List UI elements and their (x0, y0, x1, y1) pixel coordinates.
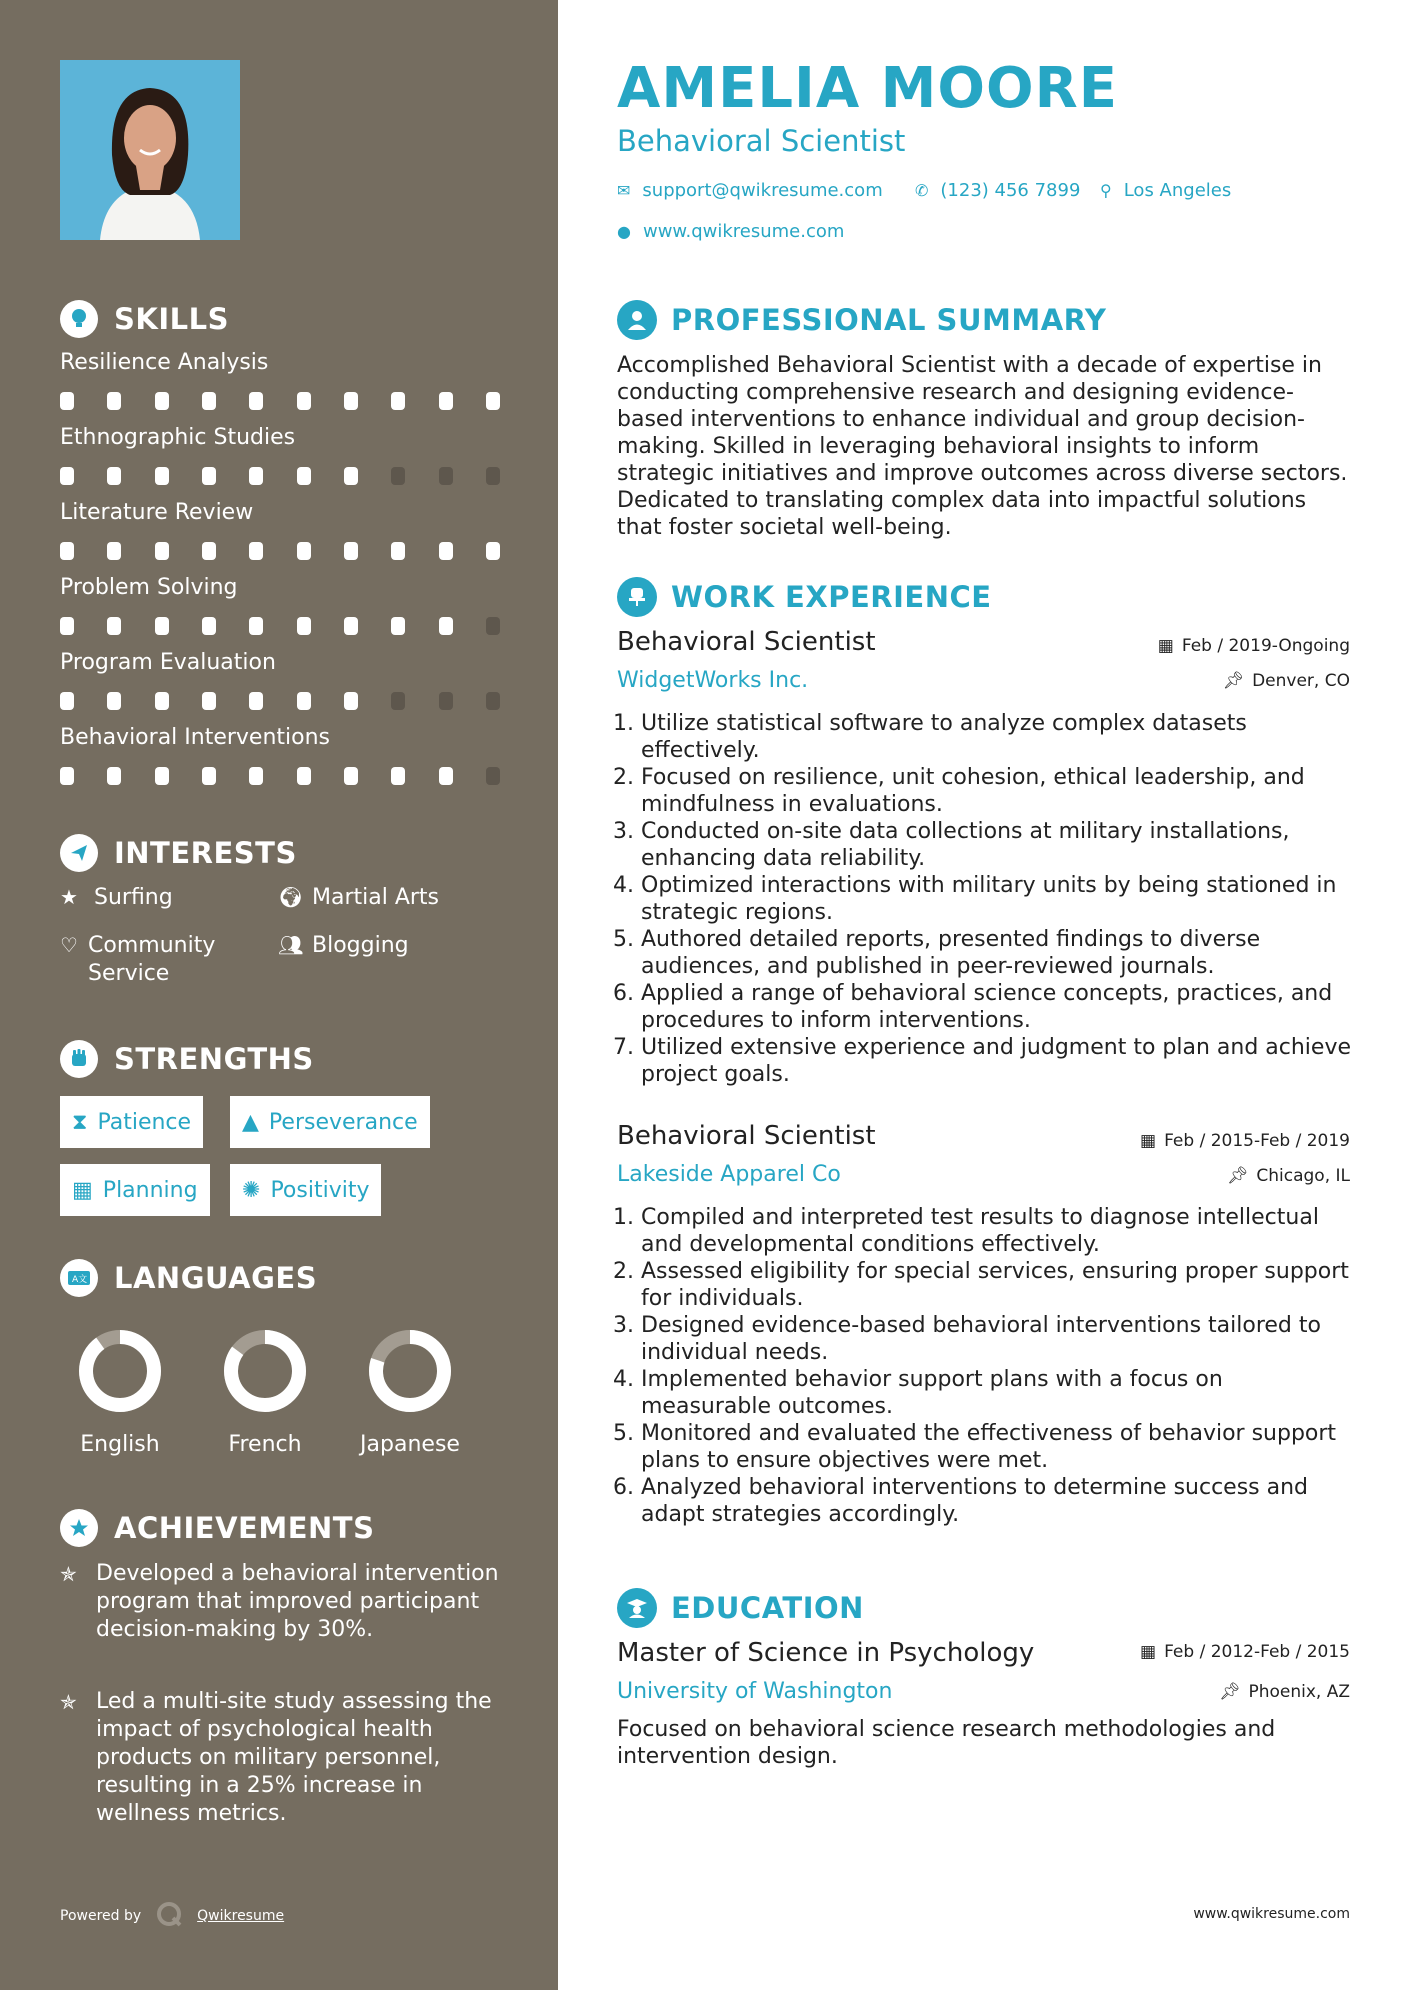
rating-dot (486, 467, 500, 485)
rating-dot (107, 392, 121, 410)
duty-item: 5. Monitored and evaluated the effectiveness of behavior support plans to ensure objectives were met. (641, 1420, 1357, 1474)
skill-name: Ethnographic Studies (60, 425, 296, 450)
language-proficiency-ring (220, 1326, 310, 1416)
duty-item: 4. Optimized interactions with military units by being stationed in strategic regions. (641, 872, 1357, 926)
rating-dot (344, 542, 358, 560)
school-name: University of Washington (617, 1679, 893, 1704)
rating-dot (297, 392, 311, 410)
skills-header (60, 300, 229, 338)
skill-item (60, 350, 500, 410)
interests-title: INTERESTS (114, 836, 297, 870)
interest-community-service (60, 932, 250, 988)
pushpin-icon: 📌︎ (1218, 1682, 1241, 1702)
rating-dot (155, 617, 169, 635)
rating-dot (344, 392, 358, 410)
qwikresume-logo-icon (155, 1900, 183, 1932)
rating-dot (486, 617, 500, 635)
job-title: Behavioral Scientist (617, 1121, 876, 1151)
rating-dot (107, 617, 121, 635)
rating-dot (344, 617, 358, 635)
languages-header (60, 1259, 317, 1297)
rating-dot (297, 467, 311, 485)
phone-icon: ✆ (915, 181, 929, 200)
rating-dot (391, 767, 405, 785)
language-icon (60, 1259, 98, 1297)
users-icon: 👥︎ (278, 933, 304, 957)
education-title: EDUCATION (671, 1591, 864, 1625)
candidate-role: Behavioral Scientist (617, 124, 906, 158)
rating-dot (249, 692, 263, 710)
powered-by (60, 1900, 284, 1932)
fist-icon (60, 1040, 98, 1078)
email-text: support@qwikresume.com (642, 180, 883, 201)
strengths-title: STRENGTHS (114, 1042, 314, 1076)
rating-dot (391, 617, 405, 635)
rating-dot (202, 617, 216, 635)
skill-rating (60, 767, 500, 785)
strength-label: Planning (102, 1177, 198, 1203)
lightbulb-icon (60, 300, 98, 338)
footer-url[interactable]: www.qwikresume.com (1193, 1906, 1350, 1922)
job-location-text: Chicago, IL (1256, 1166, 1350, 1186)
rating-dot (60, 467, 74, 485)
rating-dot (486, 767, 500, 785)
rating-dot (249, 542, 263, 560)
skill-item (60, 425, 500, 485)
achievements-title: ACHIEVEMENTS (114, 1511, 375, 1545)
language-item (60, 1326, 180, 1457)
duty-item: 2. Assessed eligibility for special services, ensuring proper support for individuals. (641, 1258, 1357, 1312)
contact-website[interactable] (617, 221, 844, 242)
interest-blogging (278, 932, 409, 960)
interest-label: Martial Arts (312, 885, 440, 910)
skill-name: Behavioral Interventions (60, 725, 331, 750)
achievements-header (60, 1509, 374, 1547)
rating-dot (297, 767, 311, 785)
contact-email[interactable] (617, 180, 883, 201)
job-duties (617, 1204, 1357, 1528)
duty-item: 4. Implemented behavior support plans with a focus on measurable outcomes. (641, 1366, 1357, 1420)
pushpin-icon: 📌︎ (1222, 671, 1245, 691)
rating-dot (391, 467, 405, 485)
strength-perseverance (230, 1096, 430, 1148)
duty-item: 6. Analyzed behavioral interventions to determine success and adapt strategies accordingly. (641, 1474, 1357, 1528)
rating-dot (344, 467, 358, 485)
skill-item (60, 575, 500, 635)
summary-title: PROFESSIONAL SUMMARY (671, 303, 1107, 337)
calendar-icon: ▦ (1157, 636, 1174, 656)
rating-dot (344, 692, 358, 710)
strengths-header (60, 1040, 314, 1078)
language-name: Japanese (360, 1432, 460, 1457)
rating-dot (486, 692, 500, 710)
rating-dot (60, 617, 74, 635)
rating-dot (60, 392, 74, 410)
duty-item: 6. Applied a range of behavioral science concepts, practices, and procedures to inform interventions. (641, 980, 1357, 1034)
star-icon: ★ (60, 885, 78, 909)
rating-dot (202, 392, 216, 410)
rating-dot (249, 617, 263, 635)
rating-dot (60, 767, 74, 785)
job-title: Behavioral Scientist (617, 627, 876, 657)
education-location-text: Phoenix, AZ (1248, 1682, 1350, 1702)
handshake-icon: ♡ (60, 933, 78, 957)
achievement-text: Led a multi-site study assessing the impact of psychological health products on military personnel, resulting in a 25% increase in wellness metrics. (96, 1689, 492, 1826)
rating-dot (439, 617, 453, 635)
powered-by-label: Powered by (60, 1908, 142, 1924)
strength-label: Perseverance (268, 1109, 418, 1135)
education-header (617, 1588, 864, 1628)
language-proficiency-arc (86, 1337, 154, 1405)
experience-header (617, 577, 992, 617)
summary-header (617, 300, 1106, 340)
rating-dot (486, 392, 500, 410)
globe-icon: 🌍︎ (278, 885, 304, 909)
languages-title: LANGUAGES (114, 1261, 318, 1295)
job-location (1223, 671, 1351, 691)
rating-dot (155, 767, 169, 785)
pushpin-icon: 📌︎ (1226, 1166, 1249, 1186)
sun-icon: ✺ (242, 1177, 261, 1203)
achievement-item (60, 1560, 500, 1644)
strength-planning (60, 1164, 210, 1216)
briefcase-chair-icon (617, 577, 657, 617)
duty-item: 2. Focused on resilience, unit cohesion, ethical leadership, and mindfulness in evaluations. (641, 764, 1357, 818)
rating-dot (155, 392, 169, 410)
strength-patience (60, 1096, 203, 1148)
rating-dot (155, 692, 169, 710)
rating-dot (107, 467, 121, 485)
rating-dot (297, 542, 311, 560)
skill-name: Program Evaluation (60, 650, 276, 675)
rating-dot (391, 542, 405, 560)
skill-rating (60, 617, 500, 635)
language-name: French (228, 1432, 302, 1457)
language-name: English (80, 1432, 160, 1457)
rating-dot (107, 692, 121, 710)
phone-text: (123) 456 7899 (940, 180, 1081, 201)
rating-dot (439, 392, 453, 410)
job-dates (1158, 636, 1350, 656)
duty-item: 7. Utilized extensive experience and judgment to plan and achieve project goals. (641, 1034, 1357, 1088)
rating-dot (60, 692, 74, 710)
calendar-icon: ▦ (1140, 1131, 1157, 1151)
rating-dot (202, 692, 216, 710)
skill-item (60, 650, 500, 710)
duty-item: 1. Utilize statistical software to analyze complex datasets effectively. (641, 710, 1357, 764)
rating-dot (249, 392, 263, 410)
skill-name: Resilience Analysis (60, 350, 269, 375)
skill-rating (60, 467, 500, 485)
skill-name: Literature Review (60, 500, 254, 525)
map-pin-icon: ⚲ (1100, 181, 1112, 200)
language-proficiency-ring (365, 1326, 455, 1416)
interest-label: Community Service (88, 933, 216, 986)
rating-dot (344, 767, 358, 785)
qwikresume-link[interactable]: Qwikresume (197, 1908, 285, 1924)
shooting-star-icon: ✯ (60, 1562, 77, 1586)
skill-item (60, 500, 500, 560)
rating-dot (486, 542, 500, 560)
rating-dot (439, 767, 453, 785)
skill-rating (60, 542, 500, 560)
calendar-icon: ▦ (72, 1177, 93, 1203)
job-duties (617, 710, 1357, 1088)
calendar-icon: ▦ (1140, 1642, 1157, 1662)
strength-positivity (230, 1164, 381, 1216)
sidebar (0, 0, 558, 1990)
rating-dot (155, 467, 169, 485)
rating-dot (391, 392, 405, 410)
rating-dot (155, 542, 169, 560)
skill-item (60, 725, 500, 785)
rating-dot (202, 467, 216, 485)
language-item (350, 1326, 470, 1457)
website-text: www.qwikresume.com (642, 221, 845, 242)
skill-name: Problem Solving (60, 575, 238, 600)
rating-dot (297, 617, 311, 635)
job-location (1227, 1166, 1350, 1186)
duty-item: 3. Designed evidence-based behavioral interventions tailored to individual needs. (641, 1312, 1357, 1366)
job-dates-text: Feb / 2015-Feb / 2019 (1164, 1131, 1350, 1151)
rating-dot (297, 692, 311, 710)
duty-item: 1. Compiled and interpreted test results to diagnose intellectual and developmental conditions effectively. (641, 1204, 1357, 1258)
svg-text:A文: A文 (72, 1275, 88, 1285)
experience-title: WORK EXPERIENCE (671, 580, 992, 614)
skill-rating (60, 392, 500, 410)
job-dates (1140, 1131, 1350, 1151)
language-item (205, 1326, 325, 1457)
education-description: Focused on behavioral science research methodologies and intervention design. (617, 1717, 1276, 1769)
skills-title: SKILLS (114, 302, 229, 336)
rating-dot (439, 692, 453, 710)
job-location-text: Denver, CO (1252, 671, 1350, 691)
education-location (1219, 1682, 1350, 1702)
rating-dot (249, 467, 263, 485)
achievement-item (60, 1688, 500, 1828)
rating-dot (107, 542, 121, 560)
interest-label: Blogging (312, 933, 409, 958)
rating-dot (107, 767, 121, 785)
duty-item: 5. Authored detailed reports, presented findings to diverse audiences, and published in peer-reviewed journals. (641, 926, 1357, 980)
interest-surfing (60, 884, 173, 912)
road-icon: ▲ (242, 1109, 259, 1135)
graduate-icon (617, 1588, 657, 1628)
location-text: Los Angeles (1123, 180, 1232, 201)
contact-location (1100, 180, 1231, 201)
rating-dot (202, 767, 216, 785)
job-company: Lakeside Apparel Co (617, 1162, 841, 1187)
candidate-name: AMELIA MOORE (617, 56, 1118, 121)
summary-text: Accomplished Behavioral Scientist with a decade of expertise in conducting comprehensive research and designing evidence-based interventions to enhance individual and group decision-making. Skilled in leveraging behavioral insights to inform strategic initiatives and improve outcomes across diverse sectors. Dedicated to translating complex data into impactful solutions that foster societal well-being. (617, 353, 1348, 540)
education-dates-text: Feb / 2012-Feb / 2015 (1164, 1642, 1350, 1662)
hourglass-icon: ⧗ (72, 1109, 88, 1135)
rating-dot (60, 542, 74, 560)
paper-plane-icon (60, 834, 98, 872)
rating-dot (439, 467, 453, 485)
shooting-star-icon: ✯ (60, 1690, 77, 1714)
user-icon (617, 300, 657, 340)
globe-icon: ● (617, 222, 631, 241)
rating-dot (439, 542, 453, 560)
strength-label: Positivity (270, 1177, 370, 1203)
interests-header (60, 834, 297, 872)
degree-title: Master of Science in Psychology (617, 1638, 1035, 1668)
interest-label: Surfing (94, 885, 173, 910)
duty-item: 3. Conducted on-site data collections at military installations, enhancing data reliability. (641, 818, 1357, 872)
profile-photo (60, 60, 240, 240)
rating-dot (202, 542, 216, 560)
skill-rating (60, 692, 500, 710)
trophy-star-icon (60, 1509, 98, 1547)
language-proficiency-ring (75, 1326, 165, 1416)
job-company: WidgetWorks Inc. (617, 668, 809, 693)
strength-label: Patience (97, 1109, 192, 1135)
achievement-text: Developed a behavioral intervention program that improved participant decision-making by 30%. (96, 1561, 499, 1642)
contact-phone[interactable] (915, 180, 1080, 201)
education-dates (1140, 1642, 1350, 1662)
interest-martial-arts (278, 884, 439, 912)
rating-dot (249, 767, 263, 785)
envelope-icon: ✉ (617, 181, 631, 200)
job-dates-text: Feb / 2019-Ongoing (1181, 636, 1350, 656)
rating-dot (391, 692, 405, 710)
